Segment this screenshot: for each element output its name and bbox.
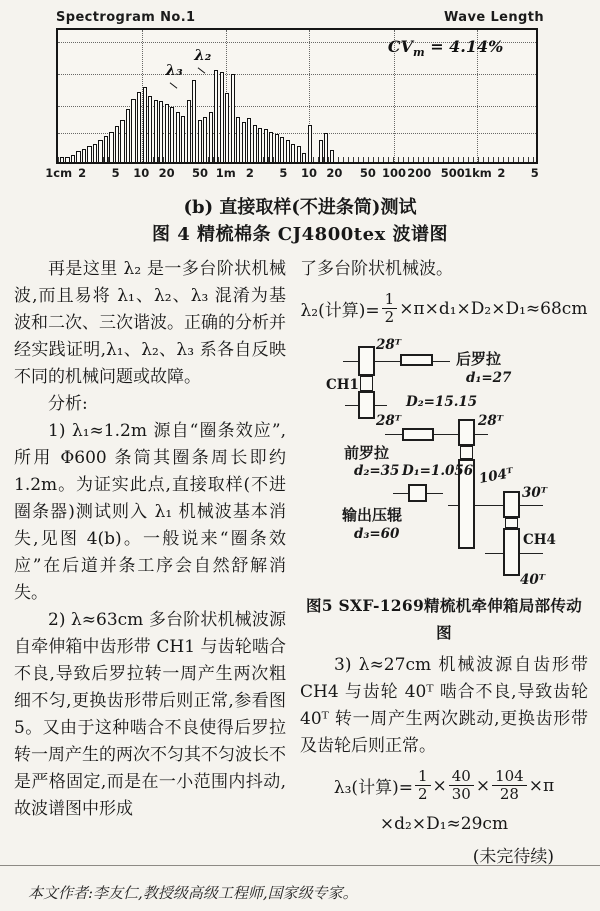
- spectrum-bar: [87, 146, 91, 162]
- cv-annotation: [388, 37, 504, 59]
- label-gear-28t-a: 28ᵀ: [376, 337, 402, 353]
- spectrum-bar: [291, 144, 295, 162]
- gear-30t-shape: [503, 491, 520, 518]
- spectrum-bar: [242, 122, 246, 162]
- spectrum-bar: [65, 157, 69, 162]
- paragraph: 分析:: [48, 394, 88, 414]
- formula-lhs: λ₂(计算)=: [300, 301, 380, 321]
- formula-lhs: λ₃(计算)=: [333, 778, 413, 798]
- fraction: $\frac{1}{2}$: [415, 768, 431, 803]
- spectrum-bar: [98, 140, 102, 162]
- peak-pointer: [169, 82, 177, 88]
- label-ratio-d1: D₁=1.056: [402, 463, 474, 479]
- spectrum-bar: [280, 137, 284, 162]
- spectrum-bar: [120, 120, 124, 162]
- x-axis-tick-label: 10: [133, 166, 150, 180]
- spectrum-bar: [275, 134, 279, 162]
- spectrum-bar: [286, 140, 290, 162]
- label-ch1: CH1: [326, 377, 359, 393]
- fraction: $\frac{104}{28}$: [492, 768, 527, 803]
- label-front-roller: 前罗拉: [344, 444, 390, 462]
- figure4-subcaption: (b) 直接取样(不进条筒)测试: [183, 197, 417, 218]
- output-roller-shape: [408, 484, 427, 502]
- spectrum-bar: [330, 150, 334, 162]
- spectrum-bar: [253, 125, 257, 162]
- x-axis-tick-label: 2: [78, 166, 87, 180]
- formula-lambda2: [300, 291, 588, 326]
- spectrum-bar: [203, 117, 207, 162]
- x-axis-tick-label: 2: [245, 166, 254, 180]
- label-ch4: CH4: [523, 532, 556, 548]
- h-gridline: [58, 106, 536, 107]
- front-roller-shape: [402, 428, 434, 441]
- spectrum-bar: [104, 136, 108, 162]
- spectrum-bar: [220, 72, 224, 162]
- label-d3: d₃=60: [354, 526, 400, 542]
- spectrum-bar: [82, 149, 86, 162]
- spectrum-bar: [131, 99, 135, 162]
- spectrum-bar: [148, 96, 152, 162]
- gear-28t-top: [358, 346, 375, 376]
- v-gridline: [477, 30, 478, 162]
- x-axis-tick-label: 5: [279, 166, 288, 180]
- figure5-diagram: [300, 334, 588, 590]
- x-axis-tick-label: 500: [440, 166, 465, 180]
- spectrum-bar: [143, 87, 147, 162]
- spectrum-bar: [154, 100, 158, 162]
- paragraph: 3) λ≈27cm 机械波源自齿形带 CH4 与齿轮 40ᵀ 啮合不良,导致齿轮 40ᵀ 转一周产生两次跳动,更换齿形带及齿轮后则正常。: [300, 655, 588, 756]
- chart-title-right: Wave Length: [444, 10, 544, 25]
- author-footer: [0, 865, 600, 903]
- label-d1: d₁=27: [466, 370, 512, 386]
- cv-subscript: m: [412, 45, 425, 59]
- spectrum-bar: [324, 133, 328, 162]
- spectrum-bar: [76, 151, 80, 162]
- gear-28t-bottom: [358, 391, 375, 419]
- spectrum-bar: [247, 118, 251, 162]
- spectrum-bar: [109, 132, 113, 162]
- spectrum-bar: [192, 80, 196, 162]
- author-note: 本文作者:李友仁,教授级高级工程师,国家级专家。: [28, 884, 358, 902]
- spectrum-bar: [176, 112, 180, 162]
- fraction: $\frac{40}{30}$: [449, 768, 474, 803]
- spectrum-bar: [302, 153, 306, 162]
- spectrum-bar: [126, 109, 130, 162]
- formula-lambda3-line2: ×d₂×D₁≈29cm: [379, 814, 509, 834]
- label-output-roller: 输出压辊: [342, 506, 403, 524]
- spectrum-bar: [264, 129, 268, 162]
- left-column: [14, 256, 286, 871]
- h-gridline: [58, 74, 536, 75]
- spectrum-bar: [137, 92, 141, 162]
- spectrum-bar: [198, 120, 202, 162]
- v-gridline: [394, 30, 395, 162]
- cv-text: CV: [387, 36, 413, 56]
- label-ratio-d2: D₂=15.15: [406, 394, 478, 410]
- chart-title-left: Spectrogram No.1: [56, 10, 196, 25]
- label-gear-28t-c: 28ᵀ: [478, 413, 504, 429]
- spectrum-bar: [115, 126, 119, 162]
- label-gear-28t-b: 28ᵀ: [376, 413, 402, 429]
- cv-value: = 4.14%: [430, 36, 504, 56]
- x-axis-tick-label: 50: [359, 166, 376, 180]
- gear-40t-shape: [503, 528, 520, 576]
- peak-label: λ₃: [166, 61, 183, 79]
- spectrum-bar: [308, 125, 312, 162]
- gear-28t-c-shape: [458, 419, 475, 446]
- x-axis-tick-label: 10: [301, 166, 318, 180]
- spectrum-bar: [319, 140, 323, 162]
- spectrum-bar: [93, 144, 97, 162]
- spectrum-bar: [71, 155, 75, 162]
- x-axis-tick-label: 200: [407, 166, 432, 180]
- figure4-caption: [0, 194, 600, 248]
- spectrum-bar: [225, 93, 229, 162]
- x-axis-tick-label: 1cm: [45, 166, 73, 180]
- spectrum-bar: [187, 100, 191, 162]
- peak-label: λ₂: [194, 46, 211, 64]
- x-axis-tick-label: 5: [530, 166, 539, 180]
- label-back-roller: 后罗拉: [456, 350, 502, 368]
- spectrum-bar: [170, 107, 174, 162]
- right-column: [300, 256, 588, 871]
- spectrum-bar: [269, 132, 273, 162]
- formula-rhs: ×π×d₁×D₂×D₁≈68cm: [399, 298, 588, 319]
- back-roller-shape: [400, 354, 433, 366]
- x-axis-tick-label: 1m: [215, 166, 236, 180]
- body-columns: [0, 248, 600, 871]
- spectrum-bar: [214, 70, 218, 162]
- spectrum-bar: [165, 104, 169, 162]
- belt-ch1-band: [360, 376, 373, 391]
- spectrum-bar: [209, 112, 213, 162]
- paragraph: 1) λ₁≈1.2m 源自“圈条效应”,所用 Φ600 条筒其圈条周长即约 1.2m。为证实此点,直接取样(不进圈条器)测试则入 λ₁ 机械波基本消失,见图 4(b)。一般说来“圈条效应”在后道并条工序会自然舒解消失。: [14, 421, 286, 603]
- h-gridline: [58, 42, 536, 43]
- paragraph: 了多台阶状机械波。: [300, 259, 453, 279]
- x-axis-tick-label: 2: [497, 166, 506, 180]
- chart-title-row: [56, 10, 544, 25]
- x-axis-tick-label: 5: [111, 166, 120, 180]
- x-axis-labels: [45, 164, 539, 182]
- to-be-continued: (未完待续): [472, 847, 554, 867]
- paragraph: 2) λ≈63cm 多台阶状机械波源自牵伸箱中齿形带 CH1 与齿轮啮合不良,导致后罗拉转一周产生两次粗细不匀,更换齿形带后则正常,参看图 5。又由于这种啮合不良使得后罗拉转一周产生的两次不匀其不匀波长不是严格固定,而是在一小范围内抖动,故波谱图中形成: [14, 610, 286, 819]
- label-d2: d₂=35: [354, 463, 400, 479]
- x-axis-tick-label: 50: [192, 166, 209, 180]
- x-axis-tick-label: 1km: [464, 166, 492, 180]
- paragraph: 再是这里 λ₂ 是一多台阶状机械波,而且易将 λ₁、λ₂、λ₃ 混淆为基波和二次、三次谐波。正确的分析并经实践证明,λ₁、λ₂、λ₃ 系各自反映不同的机械问题或故障。: [14, 259, 286, 387]
- x-axis-tick-label: 20: [158, 166, 175, 180]
- figure5-caption: 图5 SXF-1269精梳机牵伸箱局部传动图: [305, 596, 583, 642]
- belt-ch4-band: [505, 518, 518, 528]
- spectrum-bar: [236, 117, 240, 162]
- spectrum-bar: [60, 157, 64, 162]
- fraction: $\frac{1}{2}$: [382, 291, 398, 326]
- spectrum-bar: [258, 128, 262, 162]
- spectrogram-plot: [56, 28, 538, 164]
- spectrum-bar: [297, 146, 301, 162]
- x-axis-tick-label: 20: [326, 166, 343, 180]
- spectrogram-section: [0, 0, 600, 182]
- figure4-title: 图 4 精梳棉条 CJ4800tex 波谱图: [151, 224, 449, 245]
- label-gear-104t: 104ᵀ: [477, 465, 515, 487]
- spectrum-bar: [159, 101, 163, 162]
- label-gear-30t: 30ᵀ: [522, 485, 548, 501]
- spectrum-bar: [181, 116, 185, 162]
- spectrum-bar: [231, 74, 235, 162]
- formula-lambda3-line1: λ₃(计算)= $\frac{1}{2}$ × $\frac{40}{30}$ × $\frac{104}{28}$ ×π: [333, 767, 555, 803]
- label-gear-40t: 40ᵀ: [520, 572, 546, 588]
- x-axis-tick-label: 100: [381, 166, 406, 180]
